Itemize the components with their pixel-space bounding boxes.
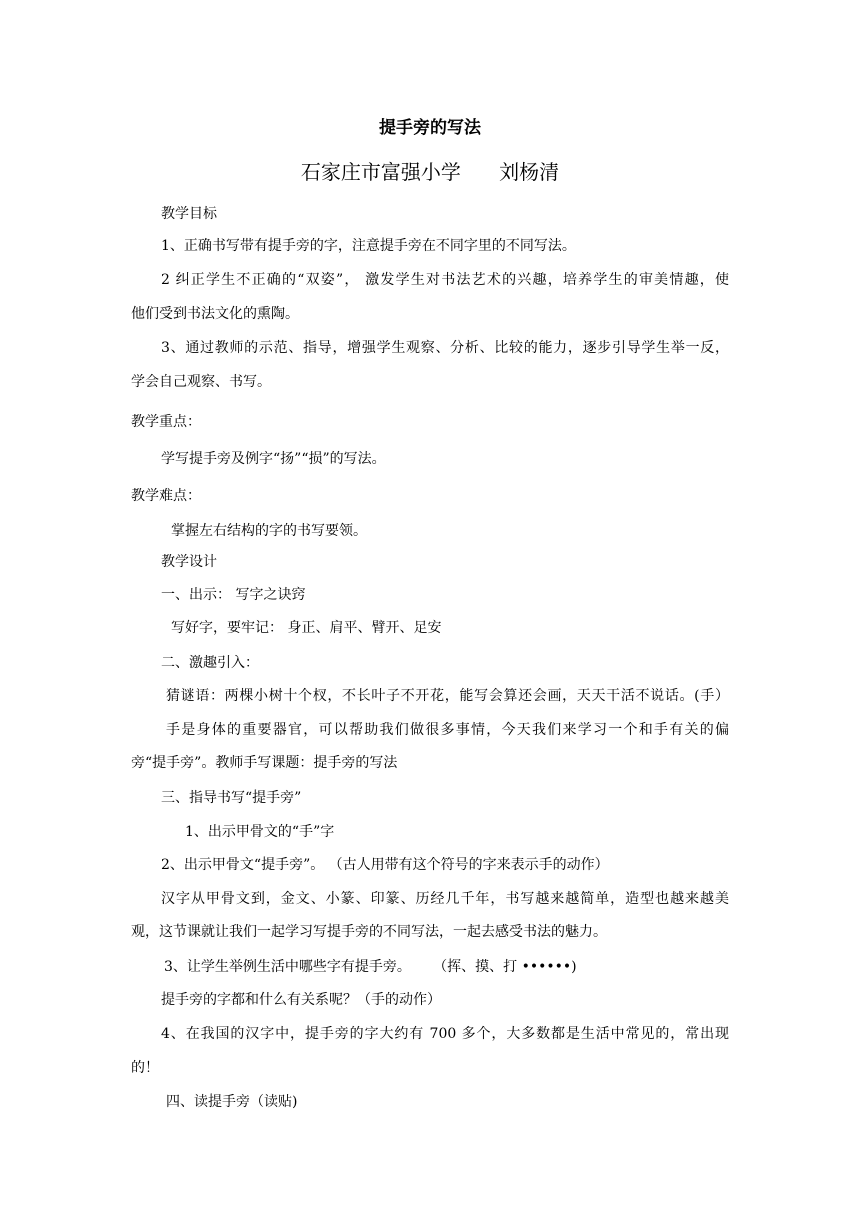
- paragraph-line: 教学目标: [161, 206, 217, 222]
- paragraph-line: 学会自己观察、书写。: [131, 374, 271, 390]
- paragraph-line: 猜谜语：两棵小树十个杈，不长叶子不开花，能写会算还会画，天天干活不说话。(手）: [166, 688, 729, 704]
- paragraph-line: 2 纠正学生不正确的“双姿”， 激发学生对书法艺术的兴趣，培养学生的审美情趣，使: [161, 272, 729, 288]
- paragraph-line: 学写提手旁及例字“扬”“损”的写法。: [161, 451, 386, 467]
- paragraph-line: 的！: [131, 1060, 159, 1076]
- paragraph-line: 他们受到书法文化的熏陶。: [131, 306, 299, 322]
- paragraph-line: 1、正确书写带有提手旁的字，注意提手旁在不同字里的不同写法。: [161, 238, 576, 254]
- paragraph-line: 4、在我国的汉字中，提手旁的字大约有 700 多个，大多数都是生活中常见的，常出现: [161, 1026, 729, 1042]
- document-subtitle: 石家庄市富强小学 刘杨清: [300, 160, 560, 184]
- paragraph-line: 1、出示甲骨文的“手”字: [185, 824, 335, 840]
- paragraph-line: 观，这节课就让我们一起学习写提手旁的不同写法，一起去感受书法的魅力。: [131, 924, 607, 940]
- paragraph-line: 提手旁的字都和什么有关系呢？（手的动作）: [161, 992, 441, 1008]
- section-heading: 四、读提手旁（读贴): [166, 1094, 298, 1110]
- section-heading: 教学难点：: [131, 488, 201, 504]
- paragraph-line: 汉字从甲骨文到，金文、小篆、印篆、历经几千年，书写越来越简单，造型也越来越美: [161, 891, 729, 907]
- paragraph-line: 手是身体的重要器官，可以帮助我们做很多事情，今天我们来学习一个和手有关的偏: [166, 722, 729, 738]
- paragraph-line: 2、出示甲骨文“提手旁”。 （古人用带有这个符号的字来表示手的动作）: [161, 857, 609, 873]
- paragraph-line: 3、让学生举例生活中哪些字有提手旁。 （挥、摸、打 ••••••): [164, 959, 577, 975]
- paragraph-line: 旁“提手旁”。教师手写课题：提手旁的写法: [131, 755, 398, 771]
- paragraph-line: 写好字，要牢记： 身正、肩平、臂开、足安: [171, 620, 442, 636]
- paragraph-line: 一、出示： 写字之诀窍: [161, 587, 306, 603]
- section-heading: 教学重点：: [131, 414, 201, 430]
- paragraph-line: 二、激趣引入：: [161, 655, 259, 671]
- document-title: 提手旁的写法: [379, 118, 481, 138]
- section-heading: 三、指导书写“提手旁”: [161, 790, 302, 806]
- paragraph-line: 3、通过教师的示范、指导，增强学生观察、分析、比较的能力，逐步引导学生举一反，: [161, 340, 729, 356]
- section-heading: 教学设计: [161, 554, 217, 570]
- paragraph-line: 掌握左右结构的字的书写要领。: [171, 523, 367, 539]
